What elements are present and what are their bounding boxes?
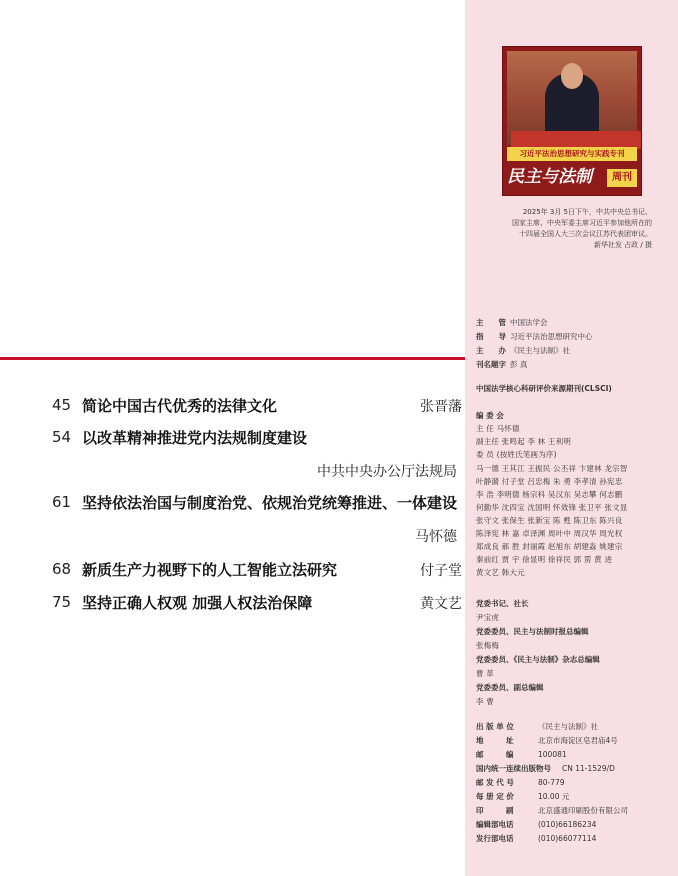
toc-title: 坚持依法治国与制度治党、依规治党统筹推进、一体建设 xyxy=(82,494,458,512)
sponsor-label: 主 管 xyxy=(476,318,506,327)
cover-caption xyxy=(476,207,652,251)
cover-masthead-logo: 民主与法制 xyxy=(507,167,592,187)
sponsor-label: 主 办 xyxy=(476,346,506,355)
toc-author: 张晋藩 xyxy=(420,399,462,415)
publication-value: 《民主与法制》社 xyxy=(538,722,598,731)
sponsor-row xyxy=(476,331,593,342)
toc-author: 中共中央办公厅法规局 xyxy=(317,464,457,480)
editorial-member-line: 黄文艺 韩大元 xyxy=(476,568,525,577)
toc-page-number: 68 xyxy=(52,560,72,578)
leadership-name: 李 曹 xyxy=(476,697,494,706)
toc-title: 简论中国古代优秀的法律文化 xyxy=(82,397,278,415)
toc-author: 黄文艺 xyxy=(420,596,462,612)
publication-value: 10.00 元 xyxy=(538,792,570,801)
editorial-board-title: 编 委 会 xyxy=(476,411,504,420)
editorial-member-line: 马一德 王其江 王振民 公丕祥 卞建林 龙宗智 xyxy=(476,464,628,473)
editorial-chair: 主 任 马怀德 xyxy=(476,424,520,433)
leadership-title: 党委委员、民主与法制时报总编辑 xyxy=(476,627,589,636)
caption-line: 2025年 3月 5日下午，中共中央总书记、 xyxy=(522,208,652,216)
publication-label: 印 刷 xyxy=(476,806,514,815)
leadership-name: 尹宝虎 xyxy=(476,613,500,622)
leadership-name: 曹 革 xyxy=(476,669,494,678)
publication-value: (010)66186234 xyxy=(538,820,597,829)
publication-row xyxy=(476,763,615,774)
editorial-member-line: 何勤华 沈四宝 沈国明 怀效锋 张卫平 张文显 xyxy=(476,503,628,512)
toc-author: 付子堂 xyxy=(420,563,462,579)
cover-person-face xyxy=(561,63,583,89)
editorial-member-line: 李 浩 李明德 杨宗科 吴汉东 吴志攀 何志鹏 xyxy=(476,490,623,499)
sponsor-value: 《民主与法制》社 xyxy=(510,346,570,355)
publication-label: 编辑部电话 xyxy=(476,820,514,829)
editorial-vice-chair: 副主任 张鸣起 李 林 王利明 xyxy=(476,437,572,446)
publication-row xyxy=(476,735,618,746)
editorial-members-label: 委 员 (按姓氏笔画为序) xyxy=(476,450,557,459)
publication-row xyxy=(476,805,628,816)
publication-label: 国内统一连续出版物号 xyxy=(476,764,551,773)
editorial-member-line: 张守文 张保生 张新宝 陈 甦 陈卫东 陈兴良 xyxy=(476,516,623,525)
publication-value: CN 11-1529/D xyxy=(562,764,615,773)
toc-entry[interactable] xyxy=(52,396,462,420)
cover-photo xyxy=(507,51,637,145)
publication-label: 地 址 xyxy=(476,736,514,745)
toc-title: 以改革精神推进党内法规制度建设 xyxy=(82,429,308,447)
sponsor-row xyxy=(476,345,570,356)
toc-entry[interactable] xyxy=(52,593,462,617)
leadership-title: 党委委员、副总编辑 xyxy=(476,683,544,692)
caption-credit: 新华社发 占政 / 摄 xyxy=(593,241,652,249)
toc-page-number: 61 xyxy=(52,493,72,511)
publication-row xyxy=(476,791,569,802)
publication-label: 每 册 定 价 xyxy=(476,792,514,801)
cover-thumbnail xyxy=(502,46,642,196)
caption-line: 国家主席、中央军委主席习近平参加他所在的 xyxy=(512,219,652,227)
cover-weekly-badge: 周刊 xyxy=(607,169,637,187)
sponsor-label: 刊名题字 xyxy=(476,360,506,369)
caption-line: 十四届全国人大三次会议江苏代表团审议。 xyxy=(519,230,652,238)
toc-entry[interactable] xyxy=(52,493,462,517)
editorial-member-line: 秦前红 贾 宇 徐显明 徐祥民 郭 雳 黄 进 xyxy=(476,555,613,564)
toc-page-number: 75 xyxy=(52,593,72,611)
toc-entry[interactable] xyxy=(52,428,462,452)
toc-page-number: 54 xyxy=(52,428,72,446)
toc-title: 新质生产力视野下的人工智能立法研究 xyxy=(82,561,338,579)
publication-value: 100081 xyxy=(538,750,567,759)
publication-value: 北京市海淀区皂君庙4号 xyxy=(538,736,618,745)
publication-value: (010)66077114 xyxy=(538,834,597,843)
toc-author: 马怀德 xyxy=(415,529,457,545)
publication-row xyxy=(476,777,565,788)
editorial-member-line: 郑成良 郝 胜 封丽霞 赵旭东 胡建淼 姚建宗 xyxy=(476,542,623,551)
publication-row xyxy=(476,833,596,844)
publication-label: 出 版 单 位 xyxy=(476,722,514,731)
publication-label: 邮 编 xyxy=(476,750,514,759)
sponsor-value: 中国法学会 xyxy=(510,318,548,327)
sponsor-row xyxy=(476,359,527,370)
leadership-title: 党委书记、社长 xyxy=(476,599,529,608)
editorial-member-line: 陈泽宪 林 嘉 卓泽渊 周叶中 周汉华 周光权 xyxy=(476,529,623,538)
publication-row xyxy=(476,819,596,830)
toc-page-number: 45 xyxy=(52,396,72,414)
cover-band-text: 习近平法治思想研究与实践专刊 xyxy=(507,147,637,161)
leadership-title: 党委委员、《民主与法制》杂志总编辑 xyxy=(476,655,600,664)
publication-label: 发行部电话 xyxy=(476,834,514,843)
publication-label: 邮 发 代 号 xyxy=(476,778,514,787)
divider-rule xyxy=(0,357,465,360)
publication-value: 北京盛通印刷股份有限公司 xyxy=(538,806,628,815)
clsci-note: 中国法学核心科研评价来源期刊(CLSCI) xyxy=(476,384,612,393)
publication-row xyxy=(476,749,567,760)
sponsor-value: 习近平法治思想研究中心 xyxy=(510,332,593,341)
sponsor-label: 指 导 xyxy=(476,332,506,341)
sponsor-row xyxy=(476,317,548,328)
editorial-member-line: 叶静漪 付子堂 吕忠梅 朱 勇 李孝清 孙宪忠 xyxy=(476,477,623,486)
sponsor-value: 彭 真 xyxy=(510,360,528,369)
toc-entry[interactable] xyxy=(52,560,462,584)
leadership-name: 张梅梅 xyxy=(476,641,500,650)
toc-title: 坚持正确人权观 加强人权法治保障 xyxy=(82,594,313,612)
publication-row xyxy=(476,721,598,732)
publication-value: 80-779 xyxy=(538,778,565,787)
